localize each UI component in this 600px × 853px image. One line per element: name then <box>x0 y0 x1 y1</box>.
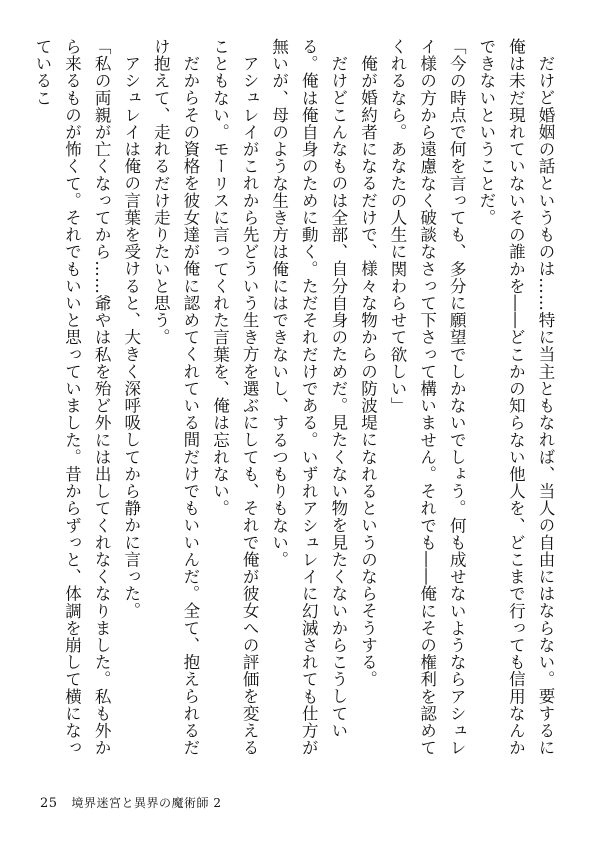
page-footer <box>40 794 222 811</box>
vertical-text-block <box>12 38 560 768</box>
paragraph-4: だけどこんなものは全部、自分自身のためだ。見たくない物を見たくないからこうしている。俺は俺自身のために動く。ただそれだけである。いずれアシュレイに幻滅されても仕方が無いが、母のような生き方は俺にはできないし、するつもりもない。 <box>269 38 348 757</box>
paragraph-3: 俺が婚約者になるだけで、様々な物からの防波堤になれるというのならそうする。 <box>358 54 378 688</box>
paragraph-2-dialogue: 「今の時点で何を言っても、多分に願望でしかないでしょう。何も成せないようならアシュレイ様の方から遠慮なく破談なさって下さって構いません。それでも――俺にその権利を認めてくれるなら。あなたの人生に関わらせて欲しい」 <box>388 38 467 757</box>
page-number: 25 <box>40 796 58 811</box>
book-title: 境界迷宮と異界の魔術師 2 <box>71 796 222 810</box>
paragraph-7: アシュレイは俺の言葉を受けると、大きく深呼吸してから静かに言った。 <box>121 54 141 619</box>
paragraph-5: アシュレイがこれから先どういう生き方を選ぶにしても、それで俺が彼女への評価を変えることもない。モーリスに言ってくれた言葉を、俺は忘れない。 <box>210 38 260 756</box>
paragraph-1: だけど婚姻の話というものは……特に当主ともなれば、当人の自由にはならない。要するに俺は未だ現れていないその誰かを――どこかの知らない他人を、どこまで行っても信用なんかできないということだ。 <box>476 38 555 757</box>
paragraph-8-dialogue: 「私の両親が亡くなってから……爺やは私を殆ど外には出してくれなくなりました。私も外から来るものが怖くて。それでもいいと思っていました。昔からずっと、体調を崩して横になっているこ <box>32 38 112 757</box>
paragraph-6: だからその資格を彼女達が俺に認めてくれている間だけでもいいんだ。全て、抱えられるだけ抱えて、走れるだけ走りたいと思う。 <box>151 38 200 756</box>
